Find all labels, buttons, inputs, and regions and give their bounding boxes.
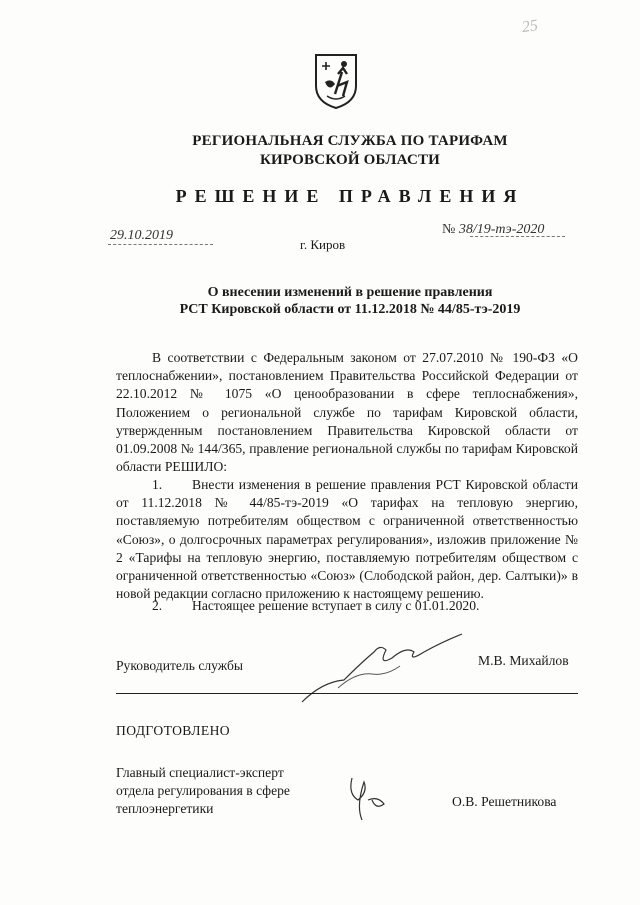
document-date: 29.10.2019: [110, 228, 173, 243]
prepared-label: ПОДГОТОВЛЕНО: [116, 723, 231, 738]
handwritten-signature: [282, 622, 472, 712]
preparer-signature: [338, 770, 398, 825]
page-mark: 25: [520, 16, 540, 37]
kirov-region-coat-of-arms-icon: [313, 52, 359, 110]
date-underline: [108, 244, 213, 245]
document-city: г. Киров: [300, 237, 346, 252]
number-value: 38/19-тэ-2020: [458, 222, 545, 237]
item-paragraph-2: [116, 597, 578, 615]
org-name-line2: КИРОВСКОЙ ОБЛАСТИ: [259, 152, 441, 168]
item-text: Внести изменения в решение правления РСТ Кировской области от 11.12.2018 № 44/85-тэ-2019 «О тарифах на тепловую энергию, поставляемую потребителям обществом с ограниченной ответственностью «Союз», о долгосрочных параметрах регулирования», изложив приложение № 2 «Тарифы на тепловую энергию, поставляемую потребителям обществом с ограниченной ответственностью «Союз» (Слободской район, дер. Салтыки)» в новой редакции согласно приложению к настоящему решению.: [116, 477, 578, 602]
number-prefix: №: [442, 222, 456, 237]
document-type-title: РЕШЕНИЕ ПРАВЛЕНИЯ: [175, 186, 525, 206]
subject-line2: РСТ Кировской области от 11.12.2018 № 44/85-тэ-2019: [179, 302, 521, 317]
item-text: Настоящее решение вступает в силу с 01.01.2020.: [192, 598, 480, 613]
preparer-position-line2: отдела регулирования в сфере: [116, 783, 290, 798]
signature-divider: [116, 693, 578, 694]
org-name-line1: РЕГИОНАЛЬНАЯ СЛУЖБА ПО ТАРИФАМ: [192, 133, 508, 149]
item-number: 1.: [152, 477, 163, 492]
item-number: 2.: [152, 598, 163, 613]
intro-paragraph: В соответствии с Федеральным законом от 27.07.2010 № 190-ФЗ «О теплоснабжении», постановлением Правительства Российской Федерации от 22.10.2012 № 1075 «О ценообразовании в сфере теплоснабжения», Положением о региональной службе по тарифам Кировской области, утвержденным постановлением Правительства Кировской области от 01.09.2008 № 144/365, правление региональной службы по тарифам Кировской области РЕШИЛО:: [116, 350, 578, 475]
preparer-position-line1: Главный специалист-эксперт: [116, 765, 284, 780]
number-underline: [470, 236, 565, 237]
item-paragraph-1: [116, 476, 578, 603]
subject-line1: О внесении изменений в решение правления: [207, 285, 493, 300]
signatory-name: М.В. Михайлов: [478, 653, 569, 668]
preparer-position-line3: теплоэнергетики: [116, 801, 214, 816]
signatory-role: Руководитель службы: [116, 658, 244, 673]
preparer-name: О.В. Решетникова: [452, 794, 557, 809]
